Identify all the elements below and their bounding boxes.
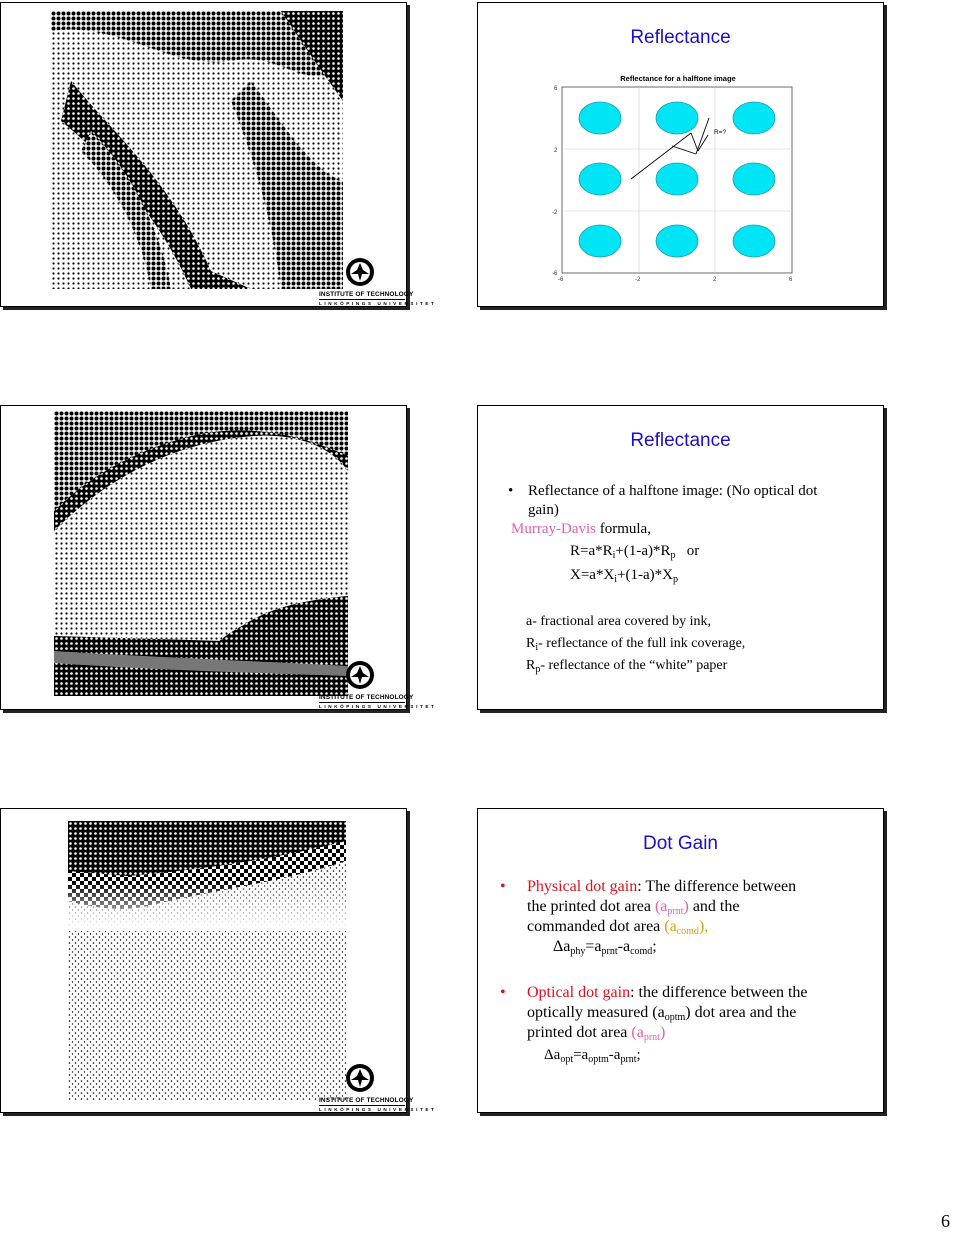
y-tick: -2 [552, 210, 558, 216]
slide-dot-gain: Dot Gain • Physical dot gain: The difference between the printed dot area $(a_{prnt})$ and the commanded dot area $(a_{comd})$, $\Delta a_{phy}=a_{prnt}-a_{comd}$; • Optical dot gain: the difference between the optically measured $(a_{optm})$ dot area and the printed dot area $(a_{prnt})$ $\Delta a_{opt}=a_{optm}-a_{prnt}$; [477, 808, 884, 1113]
ink-dot [579, 163, 621, 195]
halftone-image-3 [68, 821, 346, 1101]
ink-dot [733, 225, 775, 257]
ink-dot [656, 163, 698, 195]
halftone-image-1 [51, 11, 343, 289]
ink-dot [579, 225, 621, 257]
ink-dot [733, 102, 775, 134]
liu-logo [319, 660, 437, 720]
slide-title: Reflectance [630, 430, 731, 451]
y-tick: 2 [554, 148, 558, 154]
liu-logo [319, 257, 437, 317]
logo-line1: INSTITUTE OF TECHNOLOGY [319, 694, 414, 701]
slide-reflectance-plot [477, 2, 884, 307]
halftone-image-2 [54, 411, 348, 696]
x-tick: 6 [789, 277, 793, 283]
logo-line2: LINKÖPINGS UNIVERSITET [319, 1107, 437, 1112]
r-annotation: R=? [714, 129, 727, 136]
halftone-plot [548, 73, 808, 283]
slide-title: Reflectance [630, 27, 731, 48]
ink-dot [656, 225, 698, 257]
ink-dot [656, 102, 698, 134]
def-ri: $R_i-$ reflectance of the full ink coverage, [526, 636, 746, 653]
ink-dot [733, 163, 775, 195]
liu-seal-icon [345, 660, 375, 690]
def-a: a- fractional area covered by ink, [526, 614, 712, 629]
ink-dot [579, 102, 621, 134]
logo-line2: LINKÖPINGS UNIVERSITET [319, 704, 437, 709]
page-number: 6 [941, 1211, 950, 1231]
liu-seal-icon [345, 1063, 375, 1093]
plot-title: Reflectance for a halftone image [620, 74, 736, 83]
halftone-slide-2 [0, 405, 437, 710]
halftone-slide-1 [0, 2, 437, 307]
liu-logo [319, 1063, 437, 1123]
x-tick: -2 [635, 277, 641, 283]
formula-r: $R=a*R_i+(1-a)*R_p$ or [570, 543, 700, 561]
liu-seal-icon [345, 257, 375, 287]
x-tick: -6 [558, 277, 564, 283]
murray-davis-line: Murray-Davis formula, [511, 521, 651, 537]
formula-x: $X=a*X_i+(1-a)*X_p$ [570, 567, 679, 585]
logo-line2: LINKÖPINGS UNIVERSITET [319, 301, 437, 306]
slide-title: Dot Gain [643, 833, 718, 854]
x-tick: 2 [713, 277, 717, 283]
y-tick: -6 [552, 271, 558, 277]
def-rp: $R_p-$ reflectance of the “white” paper [526, 658, 728, 675]
slide-reflectance-text: Reflectance • Reflectance of a halftone image: (No optical dot gain) Murray-Davis formula, $R=a*R_i+(1-a)*R_p$ or $X=a*X_i+(1-a)*X_p$ a- fractional area covered by ink, $R_i-$ reflectance of the full ink coverage, $R_p-$ reflectance of the “white” paper [477, 405, 884, 710]
halftone-slide-3 [0, 808, 437, 1113]
logo-line1: INSTITUTE OF TECHNOLOGY [319, 291, 414, 298]
logo-line1: INSTITUTE OF TECHNOLOGY [319, 1097, 414, 1104]
y-tick: 6 [554, 86, 558, 92]
